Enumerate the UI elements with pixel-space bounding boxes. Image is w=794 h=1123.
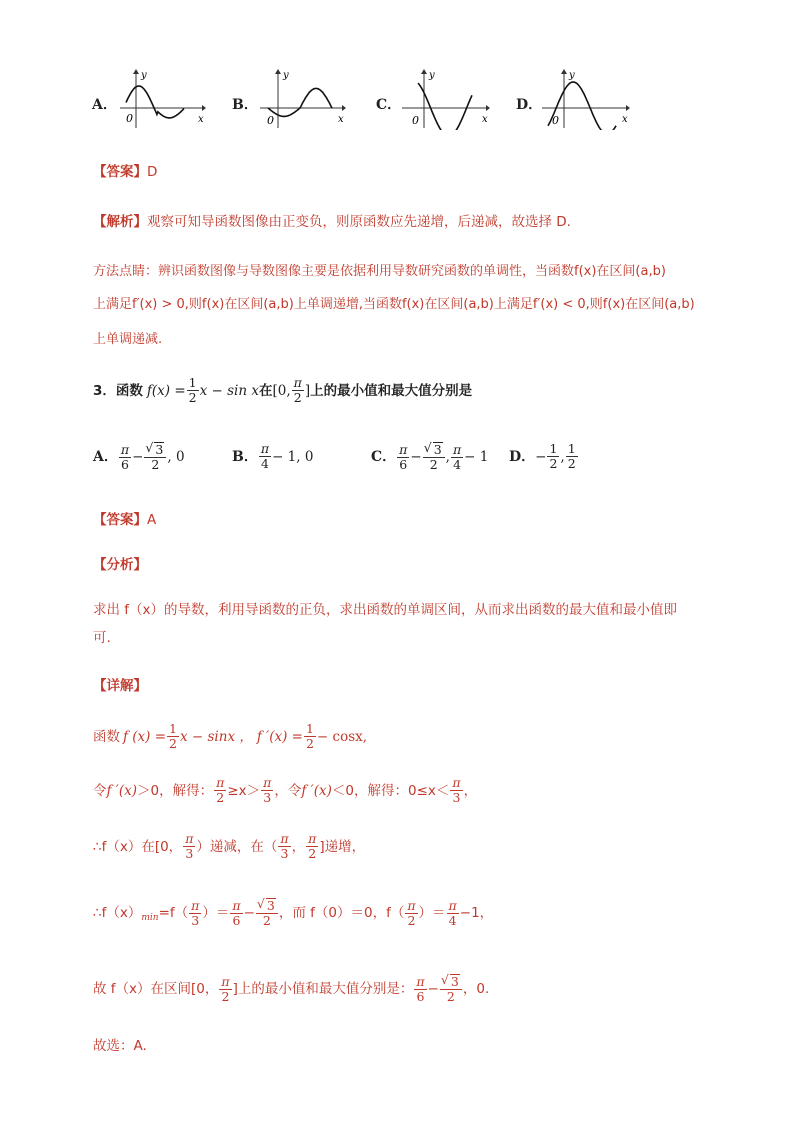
q3-s4-frac1: $\frac{\pi}{3}$ — [191, 897, 200, 928]
q3-s3-frac1: $\frac{\pi}{3}$ — [185, 831, 194, 861]
q3-s2-e: ，令 — [274, 782, 302, 799]
q3-s4-f: −1， — [459, 905, 494, 921]
q2-d-axis-y: y — [569, 70, 575, 81]
q3-a-frac1: $\frac{\pi}{6}$ — [120, 441, 130, 472]
q2-option-a-label[interactable]: A． — [92, 97, 117, 113]
q3-b-text: − 1, 0 — [272, 448, 314, 465]
q3-s2-frac3: $\frac{\pi}{3}$ — [452, 775, 461, 805]
q3-s4-frac4: $\frac{\pi}{2}$ — [407, 897, 416, 928]
q3-s2-frac2: $\frac{\pi}{3}$ — [263, 775, 272, 805]
q3-d-minus: − — [535, 448, 547, 465]
q3-answer-tag: 【答案】 — [93, 512, 147, 528]
q3-s3-a: ∴f（x）在[0， — [93, 838, 183, 855]
q3-c-frac1: $\frac{\pi}{6}$ — [399, 441, 408, 472]
q3-c-mid: , — [445, 449, 450, 465]
q3-step-5: 故 f（x）在区间[0， $\frac{\pi}{2}$ ]上的最小值和最大值分别是： $\frac{\pi}{6}$ − √ $\frac{3}{2}$ ，0. — [93, 974, 489, 1004]
q2-d-axis-x: x — [622, 114, 628, 125]
q3-stem-int-r: ] — [304, 382, 311, 399]
q3-s3-c: ， — [291, 838, 306, 855]
q3-s1-c: x − sinx ， — [180, 728, 253, 745]
q2-method-line-3: 上单调递减. — [93, 332, 163, 347]
q2-method-line-2: 上满足f′(x) > 0,则f(x)在区间(a,b)上单调递增,当函数f(x)在区间(a,b)上满足f′(x) < 0,则f(x)在区间(a,b) — [93, 297, 695, 312]
q3-fenxi-line-1: 求出 f（x）的导数，利用导函数的正负，求出函数的单调区间，从而求出函数的最大值和最小值即 — [93, 602, 678, 618]
q3-s2-frac1: $\frac{\pi}{2}$ — [216, 775, 225, 805]
q3-step-2 — [93, 776, 477, 805]
q3-stem-half-num: 1 — [188, 375, 197, 390]
q3-stem-mid: x − sin x — [199, 382, 259, 399]
q3-stem-post: 上的最小值和最大值分别是 — [310, 382, 473, 399]
q2-options-row — [0, 64, 794, 134]
q3-s4-c: ）＝ — [202, 905, 230, 921]
q3-option-c[interactable]: C． $\frac{\pi}{6}$ − √ $\frac{3}{2}$ , $\frac{\pi}{4}$ − 1 — [371, 442, 488, 472]
q3-option-b-label: B． — [232, 448, 258, 465]
q3-stem-pre: 函数 — [115, 382, 143, 399]
q3-s3-d: ]递增， — [319, 838, 366, 855]
q3-d-frac1: $\frac{1}{2}$ — [549, 441, 558, 471]
q3-stem-half-den: 2 — [188, 390, 197, 405]
q3-s4-e: ）＝ — [418, 905, 446, 921]
q2-d-origin: 0 — [552, 114, 559, 127]
q3-stem-in: 在 — [258, 382, 273, 399]
q3-s5-frac2: $\frac{\pi}{6}$ — [416, 973, 425, 1004]
q3-s5-c: ，0. — [462, 981, 490, 997]
q3-s1-a: 函数 — [93, 728, 120, 745]
q2-analysis-text: 观察可知导函数图像由正变负，则原函数应先递增，后递减，故选择 D. — [147, 214, 571, 230]
q3-stem-two: 2 — [293, 390, 302, 405]
q3-s5-frac3: √ $\frac{3}{2}$ — [440, 974, 462, 1004]
q3-s2-b: f ′(x) — [106, 782, 138, 799]
q2-b-axis-x: x — [338, 114, 344, 125]
q3-s4-frac2: $\frac{\pi}{6}$ — [232, 897, 241, 928]
q3-c-frac3: $\frac{\pi}{4}$ — [452, 441, 462, 472]
q3-s4-a: ∴f（x） — [93, 905, 142, 921]
q2-analysis-line — [93, 212, 571, 232]
q3-a-tail: , 0 — [167, 449, 185, 465]
q2-c-origin: 0 — [412, 114, 419, 127]
q3-option-a-label: A． — [93, 449, 118, 465]
q3-s4-sub: min — [141, 913, 159, 923]
q3-s1-e: − cosx, — [316, 728, 368, 745]
q3-s1-frac1: $\frac{1}{2}$ — [169, 721, 177, 751]
q3-s1-b: f (x) = — [123, 728, 167, 745]
q3-stem — [93, 376, 472, 405]
q2-answer-line — [93, 162, 157, 182]
q3-s4-frac5: $\frac{\pi}{4}$ — [448, 897, 457, 928]
q3-option-b[interactable] — [232, 442, 313, 471]
q2-method-line-1: 方法点睛：辨识函数图像与导数图像主要是依据利用导数研究函数的单调性，当函数f(x)在区间(a,b) — [93, 264, 666, 279]
q3-s4-d: ，而 f（0）＝0，f（ — [278, 905, 405, 921]
q3-d-frac2: $\frac{1}{2}$ — [567, 441, 576, 471]
q2-option-d-label[interactable]: D． — [516, 97, 543, 113]
q2-a-axis-x: x — [198, 114, 204, 125]
q3-c-tail: − 1 — [464, 449, 489, 465]
q2-b-axis-y: y — [283, 70, 289, 81]
q3-option-c-label: C． — [371, 449, 397, 465]
q2-analysis-tag: 【解析】 — [93, 214, 147, 230]
q3-s4-frac3: √ $\frac{3}{2}$ — [256, 898, 278, 928]
q3-s4-b: =f（ — [158, 905, 189, 921]
q3-option-d-label: D． — [509, 448, 536, 465]
q3-step-3 — [93, 832, 365, 861]
q3-option-d[interactable] — [509, 442, 579, 471]
q2-a-origin: 0 — [126, 112, 133, 125]
q2-c-axis-y: y — [429, 70, 435, 81]
q3-s2-f: f ′(x) — [301, 782, 332, 799]
q3-s2-d: ≥x＞ — [227, 782, 261, 799]
q2-option-d-graph — [540, 68, 630, 130]
q2-option-c-graph — [400, 68, 490, 130]
q3-s3-b: ）递减，在（ — [196, 838, 278, 855]
q3-xiangjie-tag: 【详解】 — [93, 678, 147, 694]
q3-s1-d: f ′(x) = — [256, 728, 303, 745]
q3-stem-pi: π — [293, 375, 302, 390]
q3-s2-g: ＜0，解得：0≤x＜ — [331, 782, 450, 799]
q2-option-c-label[interactable]: C． — [376, 97, 402, 113]
q2-b-origin: 0 — [267, 114, 274, 127]
q3-a-frac2: √ $\frac{3}{2}$ — [144, 442, 166, 472]
q3-step-4: ∴f（x） min =f（ $\frac{\pi}{3}$ ）＝ $\frac{\pi}{6}$ − √ $\frac{3}{2}$ ，而 f（0）＝0，f（ $\frac{\pi}{2}$ ）＝ $\frac{\pi}{4}$ −1， — [93, 898, 493, 928]
q3-final: 故选：A. — [93, 1038, 147, 1054]
q2-answer-value: D — [147, 164, 158, 180]
q3-s5-a: 故 f（x）在区间[0， — [93, 981, 219, 997]
q3-s2-a: 令 — [93, 782, 107, 799]
q3-s2-h: ， — [463, 782, 478, 799]
q2-option-b-label[interactable]: B． — [232, 97, 258, 113]
q3-s5-frac1: $\frac{\pi}{2}$ — [221, 973, 230, 1004]
q2-option-a-graph — [118, 68, 206, 130]
q3-step-1 — [93, 722, 367, 751]
q3-s5-b: ]上的最小值和最大值分别是： — [232, 981, 414, 997]
q2-option-b-graph — [258, 68, 346, 130]
q3-stem-int-l: [0, — [272, 382, 291, 399]
q3-answer-value: A — [147, 512, 157, 528]
q3-s1-frac2: $\frac{1}{2}$ — [305, 721, 314, 751]
q3-b-frac: $\frac{\pi}{4}$ — [260, 441, 270, 471]
q3-stem-half — [187, 376, 199, 405]
q3-s3-frac3: $\frac{\pi}{2}$ — [308, 831, 317, 861]
q3-stem-fx: f(x) = — [146, 382, 186, 399]
q3-s2-c: ＞0，解得： — [137, 782, 214, 799]
q3-s3-frac2: $\frac{\pi}{3}$ — [280, 831, 289, 861]
q2-a-axis-y: y — [141, 70, 147, 81]
q3-fenxi-tag: 【分析】 — [93, 557, 147, 573]
q3-d-comma: , — [560, 448, 565, 465]
q3-c-frac2: √ $\frac{3}{2}$ — [423, 442, 445, 472]
q2-c-axis-x: x — [482, 114, 488, 125]
q3-stem-pi-half — [292, 376, 304, 405]
q3-option-a[interactable]: A． $\frac{\pi}{6}$ − √ $\frac{3}{2}$ , 0 — [93, 442, 185, 472]
q3-fenxi-line-2: 可. — [93, 630, 111, 646]
q2-answer-tag: 【答案】 — [93, 164, 147, 180]
q3-answer-line — [93, 510, 156, 530]
q3-number: 3． — [93, 382, 116, 399]
